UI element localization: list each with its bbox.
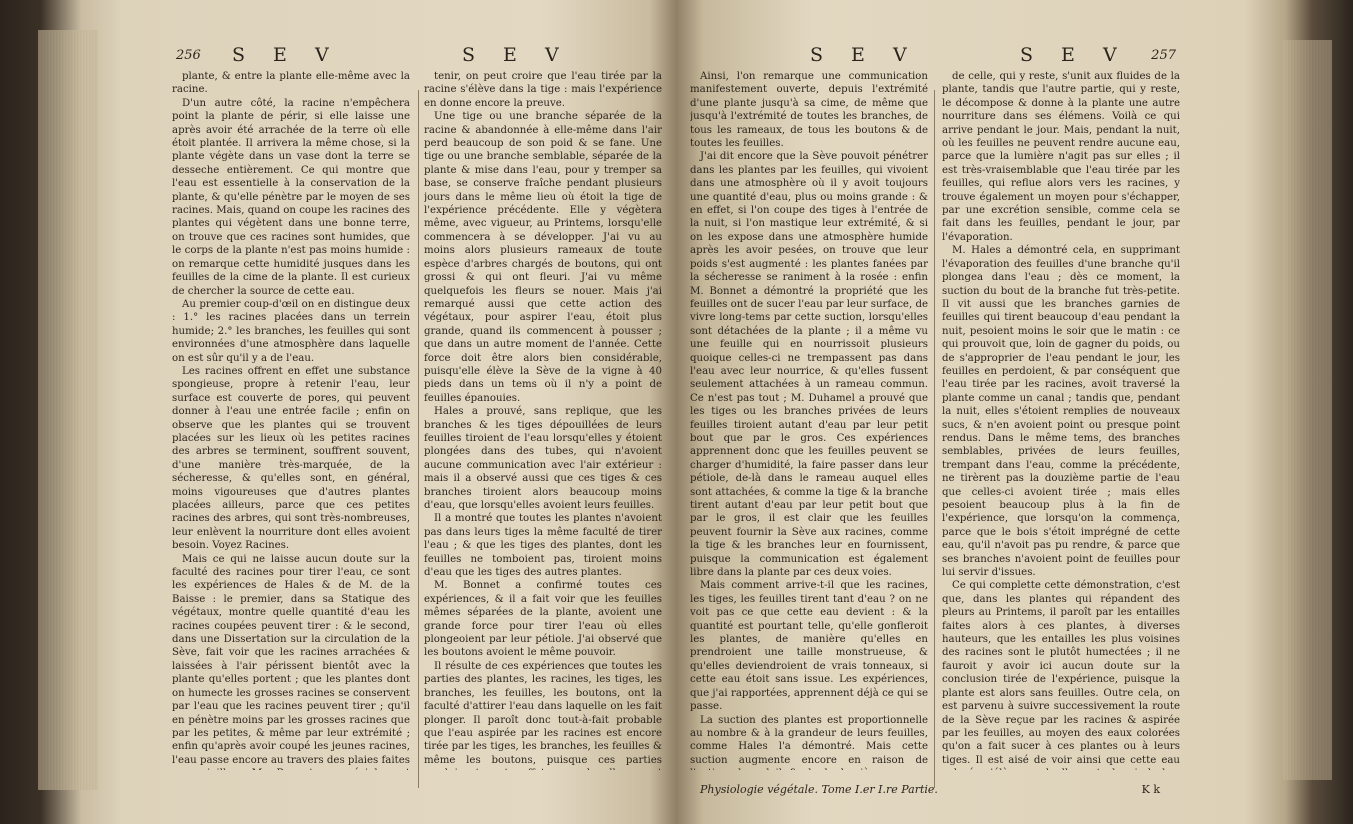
- right-column-rule: [934, 90, 935, 788]
- left-page-number: 256: [176, 48, 201, 63]
- left-columns: [172, 70, 662, 770]
- paragraph: Les racines offrent en effet une substance spongieuse, propre à retenir l'eau, leur surface est couverte de pores, qui peuvent donner à l'eau une entrée facile ; enfin on observe que les plantes qui se trouvent placées sur les lieux où les petites racines des arbres se terminent, souffrent souvent, d'une manière très-marquée, de la sécheresse, & qu'elles sont, en général, moins vigoureuses que d'autres plantes placées ailleurs, parce que ces petites racines des arbres, qui sont très-nombreuses, leur enlèvent la nourriture dont elles avoient besoin. Voyez Racines.: [172, 365, 410, 552]
- paragraph: M. Bonnet a confirmé toutes ces expériences, & il a fait voir que les feuilles mêmes séparées de la plante, avoient une grande force pour tirer l'eau où elles plongeoient par leur pétiole. J'ai observé que les boutons avoient le même pouvoir.: [424, 580, 662, 659]
- paragraph: La suction des plantes est proportionnelle au nombre & à la grandeur de leurs feuilles, comme Hales l'a démontré. Mais cette suction augmente encore en raison de: [690, 714, 928, 766]
- right-running-head-2: S E V: [810, 44, 918, 66]
- paragraph: D'un autre côté, la racine n'empêchera point la plante de périr, si elle laisse une après avoir été arrachée de la terre où elle étoit plantée. Il arrivera la même chose, si la plante végète dans un vase dont la terre se desseche entièrement. Ce qui montre que l'eau est essentielle à la conservation de la plante, & qu'elle pénètre par le moyen de ses racines. Mais, quand on coupe les racines des plantes qui végètent dans une bonne terre, on trouve que ces racines sont humides, que le corps de la plante n'est pas moins humide : on remarque cette humidité jusques dans les feuilles de la cime de la plante. Il est curieux de chercher la source de cette eau.: [172, 97, 410, 297]
- paragraph: M. Hales a démontré cela, en supprimant l'évaporation des feuilles d'une branche qu'il plongea dans l'eau ; dès ce moment, la suction du bout de la branche fut très-petite. Il vit aussi que les branches garnies de feuilles qui tirent beaucoup d'eau pendant la nuit, pesoient moins le soir que le matin : ce qui prouvoit que, loin de gagner du poids, ou de s'approprier de l'eau pendant le jour, les feuilles en perdoient, & par conséquent que l'eau tirée par les racines, avoit traversé la plante comme un canal ; tandis que, pendant la nuit, elles s'étoient remplies de nouveaux sucs, & n'en avoient point ou presque point rendus. Dans le même tems, des branches semblables, privées de leurs feuilles, trempant dans l'eau, comme la précédente, ne tirèrent pas la douzième partie de l'eau que celles-ci avoient tirée ; mais elles pesoient beaucoup plus à la fin de l'expérience, que lorsqu'on la commença, parce que le bois s'étoit imprégné de cette eau, qu'il n'avoit pas pu rendre, & parce que ses branches n'avoient point de feuilles pour lui servir d'issues.: [942, 245, 1180, 579]
- signature-mark: K k: [1141, 783, 1160, 796]
- paragraph: Hales a prouvé, sans replique, que les branches & les tiges dépouillées de leurs feuilles tiroient de l'eau lorsqu'elles y étoient plongées dans des tubes, qui n'avoient aucune communication avec l'air extérieur : mais il a observé aussi que ces tiges & ces branches tiroient alors beaucoup moins d'eau, que lorsqu'elles avoient leurs feuilles.: [424, 406, 662, 511]
- page-edges-right: [1282, 40, 1332, 780]
- left-running-head: S E V: [232, 44, 340, 66]
- left-column-rule: [418, 90, 419, 788]
- page-footer: Physiologie végétale. Tome I.er I.re Partie.: [700, 783, 938, 796]
- right-page: [690, 40, 1180, 800]
- paragraph: de celle, qui y reste, s'unit aux fluides de la plante, tandis que l'autre partie, qui y reste, le décompose & donne à la plante une autre nourriture dans ses élémens. Voilà ce qui arrive pendant le jour. Mais, pendant la nuit, où les feuilles ne peuvent rendre aucune eau, parce que la lumière n'agit pas sur elles ; il est très-vraisemblable que l'eau tirée par les feuilles, qui reflue alors vers les racines, y trouve également un moyen pour s'échapper, par une excrétion sensible, comme cela se fait dans les feuilles, pendant le jour, par l'évaporation.: [942, 71, 1180, 243]
- right-running-head: S E V: [1020, 44, 1128, 66]
- paragraph: Ce qui complette cette démonstration, c'est que, dans les plantes qui répandent des pleurs au Printems, il paroît par les entailles faites alors à ces plantes, à diverses hauteurs, que les entailles les plus voisines des racines sont le plutôt humectées ; il ne fauroit y avoir ici aucun doute sur la conclusion tirée de l'expérience, puisque la plante est alors sans feuilles. Outre cela, on est parvenu à suivre successivement la route de la Sève reçue par les racines & aspirée par les feuilles, au moyen des eaux colorées qu'on a fait sucer à ces plantes ou à leurs tiges. Il est aisé de voir ainsi que cette eau: [942, 580, 1180, 766]
- left-page: [172, 40, 662, 800]
- left-running-head-2: S E V: [462, 44, 570, 66]
- paragraph: J'ai dit encore que la Sève pouvoit pénétrer dans les plantes par les feuilles, qui vivoient dans une atmosphère où il y avoit toujours une quantité d'eau, plus ou moins grande : & en effet, si l'on coupe des tiges à l'entrée de la nuit, si l'on mastique leur extrémité, & si on les expose dans une atmosphère humide après les avoir pesées, on trouve que leur poids s'est augmenté : les plantes fanées par la sécheresse se raniment à la rosée : enfin M. Bonnet a démontré la propriété que les feuilles ont de sucer l'eau par leur surface, de vivre long-tems par cette suction, lorsqu'elles sont détachées de la plante ; il a même vu une feuille qui en nourrissoit plusieurs quoique celles-ci ne trempassent pas dans l'eau avec leur nourrice, & qu'elles fussent seulement attachées à un rameau commun. Ce n'est pas tout ; M. Duhamel a prouvé que les tiges ou les branches privées de leurs feuilles tiroient autant d'eau par leur petit bout que par le gros. Ces expériences apprennent donc que les feuilles peuvent se charger d'humidité, la faire passer dans leur pétiole, de-là dans le rameau auquel elles sont attachées, & comme la tige & la branche tirent autant d'eau par leur petit bout que par le gros, il est clair que les feuilles peuvent fournir la Sève aux racines, comme la tige & les branches leur en fournissent, puisque la communication est également libre dans la plante par ces deux voies.: [690, 151, 928, 579]
- paragraph: tenir, on peut croire que l'eau tirée par la racine s'élève dans la tige : mais l'expérience en donne encore la preuve.: [424, 71, 662, 109]
- right-page-header: [690, 40, 1180, 70]
- paragraph: plante, & entre la plante elle-même avec la racine.: [172, 71, 410, 96]
- right-column-2: [942, 70, 1180, 770]
- right-column-1: [690, 70, 928, 770]
- left-column-1: [172, 70, 410, 770]
- paragraph: Il résulte de ces expériences que toutes les parties des plantes, les racines, les tiges, les branches, les feuilles, les boutons, ont la faculté d'attirer l'eau dans laquelle on les fait plonger. Il paroît donc tout-à-fait probable que l'eau aspirée par les racines est encore tirée par les tiges, les branches, les feuilles & même les boutons, puisque ces parties: [424, 660, 662, 766]
- paragraph: Une tige ou une branche séparée de la racine & abandonnée à elle-même dans l'air perd beaucoup de son poid & se fane. Une tige ou une branche semblable, séparée de la plante & mise dans l'eau, pour y tremper sa base, se conserve fraîche pendant plusieurs jours dans le même lieu où étoit la tige de l'expérience précédente. Elle y végètera même, avec vigueur, au Printems, lorsqu'elle commencera à se développer. J'ai vu au moins alors plusieurs rameaux de toute espèce d'arbres chargés de boutons, qui ont grossi & qui ont fleuri. J'ai vu même quelquefois les fleurs se nouer. Mais j'ai remarqué aussi que cette action des végétaux, pour aspirer l'eau, étoit plus grande, quand ils commencent à pousser ; que dans un autre moment de l'année. Cette force doit être alors bien considérable, puisqu'elle élève la Sève de la vigne à 40 pieds dans un tems où il n'y a point de feuilles épanouies.: [424, 111, 662, 404]
- left-page-header: [172, 40, 662, 70]
- left-column-2: [424, 70, 662, 770]
- paragraph: Ainsi, l'on remarque une communication manifestement ouverte, depuis l'extrémité d'une plante jusqu'à sa cime, de même que jusqu'à l'extrémité de toutes les branches, de tous les rameaux, de tous les boutons & de toutes les feuilles.: [690, 71, 928, 150]
- paragraph: Mais comment arrive-t-il que les racines, les tiges, les feuilles tirent tant d'eau ? on ne voit pas ce que cette eau devient : & la quantité est pourtant telle, qu'elle gonfleroit les plantes, de manière qu'elles en prendroient une taille monstrueuse, & qu'elles deviendroient de vrais tonneaux, si cette eau étoit sans issue. Les expériences, que j'ai rapportées, apprennent déjà ce qui se passe.: [690, 580, 928, 713]
- right-columns: [690, 70, 1180, 770]
- paragraph: Mais ce qui ne laisse aucun doute sur la faculté des racines pour tirer l'eau, ce sont les expériences de Hales & de M. de la Baisse : le premier, dans sa Statique des végétaux, montre quelle quantité d'eau les racines coupées peuvent tirer : & le second, dans une Dissertation sur la circulation de la Sève, fait voir que les racines arrachées & laissées à l'air périssent bientôt avec la plante qu'elles portent ; que les plantes dont on humecte les grosses racines se conservent par l'eau que les racines peuvent tirer ; qu'il en pénètre moins par les grosses racines que par les petites, & même par leur extrémité ; enfin qu'après avoir coupé les jeunes racines, l'eau passe encore au travers des plaies faites: [172, 553, 410, 766]
- paragraph: Il a montré que toutes les plantes n'avoient pas dans leurs tiges la même faculté de tirer l'eau ; & que les tiges des plantes, dont les feuilles ne tomboient pas, tiroient moins d'eau que les tiges des autres plantes.: [424, 513, 662, 579]
- page-edges-left: [38, 30, 98, 790]
- right-page-number: 257: [1151, 48, 1176, 63]
- paragraph: Au premier coup-d'œil on en distingue deux : 1.° les racines placées dans un terrein humide; 2.° les branches, les feuilles qui sont environnées d'une atmosphère dans laquelle on est sûr qu'il y a de l'eau.: [172, 298, 410, 364]
